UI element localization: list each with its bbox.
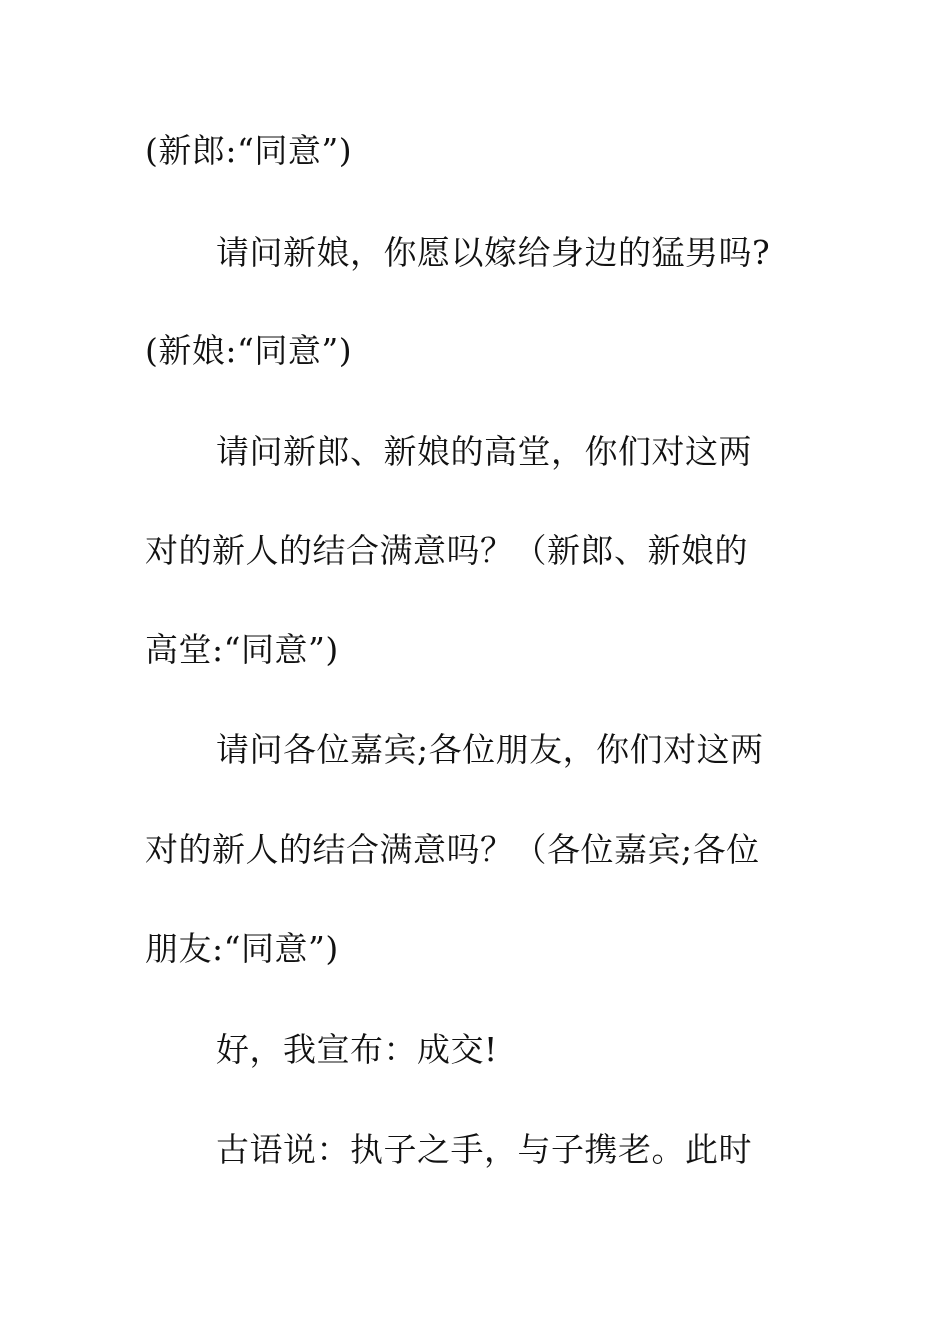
text-line-guests-question: 请问各位嘉宾;各位朋友，你们对这两 xyxy=(216,730,764,769)
text-line-bride-question: 请问新娘，你愿以嫁给身边的猛男吗? xyxy=(216,233,771,272)
text-line-groom-response: (新郎:“同意”) xyxy=(145,131,353,170)
text-line-bride-response: (新娘:“同意”) xyxy=(145,331,353,370)
text-line-guests-response: 朋友:“同意”) xyxy=(145,929,339,968)
text-line-parents-question-cont: 对的新人的结合满意吗？（新郎、新娘的 xyxy=(145,531,748,570)
text-line-proverb: 古语说：执子之手，与子携老。此时 xyxy=(216,1130,752,1169)
text-line-parents-question: 请问新郎、新娘的高堂，你们对这两 xyxy=(216,432,752,471)
text-line-announcement: 好，我宣布：成交! xyxy=(216,1030,498,1069)
text-line-parents-response: 高堂:“同意”) xyxy=(145,630,339,669)
text-line-guests-question-cont: 对的新人的结合满意吗？（各位嘉宾;各位 xyxy=(145,830,760,869)
